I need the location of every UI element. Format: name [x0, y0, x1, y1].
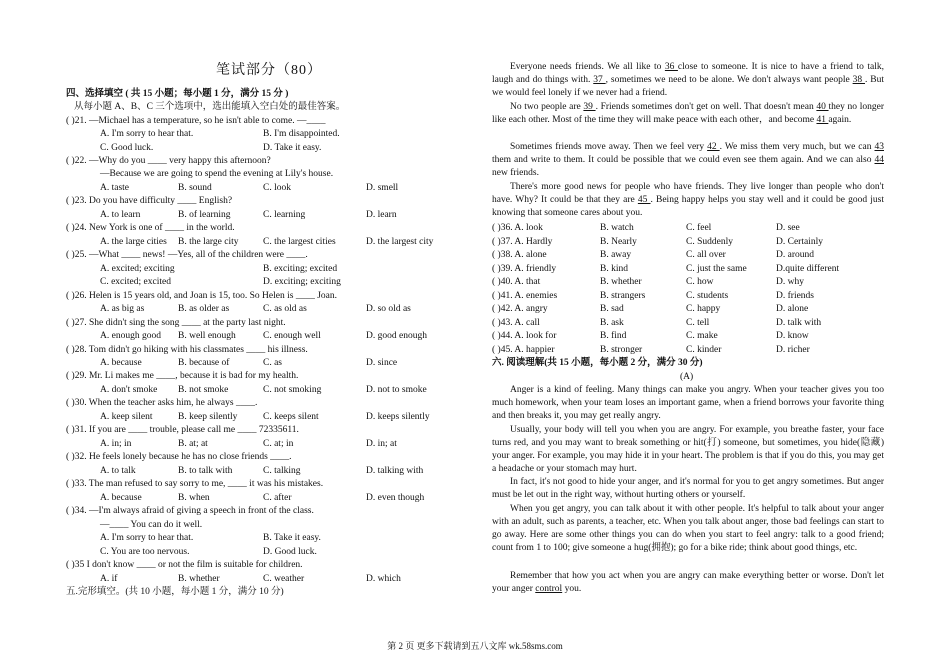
option-d: D. know: [776, 331, 809, 341]
question-stem: ( )30. When the teacher asks him, he always ____.: [66, 398, 258, 408]
option-d: D. the largest city: [366, 237, 434, 247]
option-a: ( )37. A. Hardly: [492, 237, 553, 247]
option-a: A. taste: [100, 183, 130, 193]
blank-45: 45: [637, 195, 651, 206]
option-c: C. at; in: [263, 439, 294, 449]
section-5-heading: 五.完形填空。(共 10 小题，每小题 1 分，满分 10 分): [66, 587, 284, 597]
question-stem-2: —____ You can do it well.: [100, 520, 203, 530]
option-b: B. Take it easy.: [263, 533, 321, 543]
option-a: A. in; in: [100, 439, 132, 449]
cloze-paragraph-4: There's more good news for people who have friends. They live longer than people who don't have. Why? It could be that they are 45 . Being happy helps you stay well and it could be good just knowing that someone cares about you.: [492, 182, 884, 219]
option-c: C. talking: [263, 466, 301, 476]
blank-40: 40: [816, 102, 829, 112]
section-6-heading: 六. 阅读理解(共 15 小题，每小题 2 分，满分 30 分): [492, 358, 703, 368]
question-stem: ( )28. Tom didn't go hiking with his classmates ____ his illness.: [66, 345, 308, 355]
option-c: C. feel: [686, 223, 712, 233]
option-b: B. Nearly: [600, 237, 637, 247]
section-4-instructions: 从每小题 A、B、C 三个选项中，选出能填入空白处的最佳答案。: [74, 102, 346, 112]
option-d: D. since: [366, 358, 398, 368]
option-a: ( )40. A. that: [492, 277, 541, 287]
option-c: C. how: [686, 277, 714, 287]
option-b: B. to talk with: [178, 466, 233, 476]
option-d: D. Certainly: [776, 237, 823, 247]
option-c: C. after: [263, 493, 292, 503]
option-b: B. exciting; excited: [263, 264, 338, 274]
blank-42: 42: [707, 142, 720, 152]
option-a: ( )44. A. look for: [492, 331, 557, 341]
reading-paragraph-1: Anger is a kind of feeling. Many things can make you angry. When your teacher gives you too much homework, when your team loses an important game, when a friend borrows your favorite thing and then breaks it, you may get really angry.: [492, 385, 884, 422]
option-a: A. don't smoke: [100, 385, 158, 395]
option-b: B. whether: [600, 277, 642, 287]
option-b: B. strangers: [600, 291, 646, 301]
option-d: D. richer: [776, 345, 810, 355]
cloze-paragraph-3: Sometimes friends move away. Then we feel very 42 . We miss them very much, but we can 43 them and write to them. It could be possible that we could even see them again. And we can also 44 new friends.: [492, 142, 884, 179]
option-b: B. I'm disappointed.: [263, 129, 340, 139]
option-c: C. not smoking: [263, 385, 322, 395]
option-d: D. good enough: [366, 331, 427, 341]
page-title: 笔试部分（80）: [216, 63, 322, 78]
option-c: C. just the same: [686, 264, 747, 274]
option-d: D. not to smoke: [366, 385, 427, 395]
option-c: C. make: [686, 331, 718, 341]
option-d: D. why: [776, 277, 804, 287]
question-stem-2: —Because we are going to spend the evening at Lily's house.: [100, 169, 334, 179]
option-c: C. weather: [263, 574, 305, 584]
option-d: D. Take it easy.: [263, 143, 322, 153]
option-b: B. stronger: [600, 345, 643, 355]
option-a: A. I'm sorry to hear that.: [100, 533, 194, 543]
question-stem: ( )27. She didn't sing the song ____ at the party last night.: [66, 318, 286, 328]
option-a: A. because: [100, 358, 142, 368]
option-d: D. talking with: [366, 466, 424, 476]
section-4-heading: 四、选择填空 ( 共 15 小题；每小题 1 分，满分 15 分 ): [66, 89, 289, 99]
question-stem: ( )34. —I'm always afraid of giving a speech in front of the class.: [66, 506, 314, 516]
option-b: B. keep silently: [178, 412, 238, 422]
blank-39: 39: [583, 102, 596, 112]
option-d: D. around: [776, 250, 814, 260]
blank-44: 44: [874, 155, 884, 166]
page-footer: 第 2 页 更多下载请到五八文库 wk.58sms.com: [387, 641, 563, 651]
option-a: A. because: [100, 493, 142, 503]
option-a: A. to talk: [100, 466, 136, 476]
underlined-word: control: [535, 584, 563, 595]
option-a: A. the large cities: [100, 237, 167, 247]
option-c: C. keeps silent: [263, 412, 319, 422]
option-c: C. Good luck.: [100, 143, 154, 153]
option-d: D. smell: [366, 183, 399, 193]
option-b: B. kind: [600, 264, 628, 274]
option-c: C. as old as: [263, 304, 307, 314]
option-a: ( )41. A. enemies: [492, 291, 558, 301]
option-c: C. You are too nervous.: [100, 547, 190, 557]
option-b: B. at; at: [178, 439, 208, 449]
option-b: B. because of: [178, 358, 230, 368]
option-a: A. keep silent: [100, 412, 153, 422]
option-c: C. kinder: [686, 345, 722, 355]
option-a: A. enough good: [100, 331, 161, 341]
option-d: D. alone: [776, 304, 809, 314]
question-stem: ( )31. If you are ____ trouble, please call me ____ 72335611.: [66, 425, 299, 435]
option-d: D. which: [366, 574, 401, 584]
option-d: D.quite different: [776, 264, 840, 274]
option-d: D. so old as: [366, 304, 411, 314]
blank-38: 38: [852, 75, 865, 86]
option-a: A. as big as: [100, 304, 145, 314]
question-stem: ( )32. He feels lonely because he has no close friends ____.: [66, 452, 292, 462]
option-b: B. the large city: [178, 237, 239, 247]
option-a: A. if: [100, 574, 118, 584]
option-b: B. find: [600, 331, 627, 341]
blank-43: 43: [874, 142, 884, 152]
option-c: C. Suddenly: [686, 237, 733, 247]
option-d: D. friends: [776, 291, 814, 301]
question-stem: ( )26. Helen is 15 years old, and Joan is 15, too. So Helen is ____ Joan.: [66, 291, 337, 301]
blank-41: 41: [816, 115, 829, 126]
option-d: D. talk with: [776, 318, 822, 328]
option-a: ( )36. A. look: [492, 223, 543, 233]
option-d: D. learn: [366, 210, 397, 220]
question-stem: ( )21. —Michael has a temperature, so he isn't able to come. —____: [66, 116, 326, 126]
option-b: B. well enough: [178, 331, 236, 341]
option-b: B. sound: [178, 183, 212, 193]
option-b: B. not smoke: [178, 385, 229, 395]
option-a: ( )45. A. happier: [492, 345, 555, 355]
option-c: C. excited; excited: [100, 277, 171, 287]
option-c: C. students: [686, 291, 729, 301]
option-a: A. I'm sorry to hear that.: [100, 129, 194, 139]
option-a: A. to learn: [100, 210, 141, 220]
reading-paragraph-4: When you get angry, you can talk about it with other people. It's helpful to talk about your anger with an adult, such as parents, a teacher, etc. When you talk about anger, those bad feelings can start to go away. Here are some other things you can do when you start to feel angry: talk to a good friend; count from 1 to 100; give someone a hug(拥抱); go for a bike ride; think about good things, etc.: [492, 504, 884, 554]
option-c: C. the largest cities: [263, 237, 336, 247]
option-d: D. exciting; exciting: [263, 277, 341, 287]
option-c: C. all over: [686, 250, 726, 260]
question-stem: ( )25. —What ____ news! —Yes, all of the children were ____.: [66, 250, 308, 260]
option-a: A. excited; exciting: [100, 264, 175, 274]
option-c: C. as: [263, 358, 282, 368]
blank-37: 37: [593, 75, 606, 86]
option-b: B. of learning: [178, 210, 231, 220]
option-c: C. learning: [263, 210, 306, 220]
option-a: ( )42. A. angry: [492, 304, 548, 314]
passage-a-label: (A): [680, 372, 694, 382]
blank-36: 36: [664, 62, 678, 72]
reading-paragraph-2: Usually, your body will tell you when you are angry. For example, you breathe faster, your face turns red, and you may want to break something or hit(打) someone, but sometimes, you hide(隐藏) your anger. For example, you may hide it in your heart. The problem is that if you do this, you may get a headache or your stomach may hurt.: [492, 425, 884, 475]
reading-paragraph-5: Remember that how you act when you are angry can make everything better or worse. Don't let your anger control you.: [492, 571, 884, 595]
option-a: ( )38. A. alone: [492, 250, 547, 260]
option-b: B. when: [178, 493, 210, 503]
option-d: D. Good luck.: [263, 547, 317, 557]
option-b: B. watch: [600, 223, 634, 233]
question-stem: ( )24. New York is one of ____ in the world.: [66, 223, 235, 233]
option-d: D. in; at: [366, 439, 397, 449]
option-a: ( )39. A. friendly: [492, 264, 557, 274]
cloze-paragraph-2: No two people are 39 . Friends sometimes don't get on well. That doesn't mean 40 they no longer like each other. Most of the time they will make peace with each other，and become 41 again.: [492, 102, 884, 126]
cloze-paragraph-1: Everyone needs friends. We all like to 36 close to someone. It is nice to have a friend to talk, laugh and do things with. 37 , sometimes we need to be alone. We don't always want people 38 . But we would feel lonely if we never had a friend.: [492, 62, 885, 99]
option-b: B. whether: [178, 574, 220, 584]
question-stem: ( )35 I don't know ____ or not the film is suitable for children.: [66, 560, 303, 570]
option-c: C. look: [263, 183, 291, 193]
option-b: B. away: [600, 250, 632, 260]
option-d: D. even though: [366, 493, 425, 503]
question-stem: ( )33. The man refused to say sorry to me, ____ it was his mistakes.: [66, 479, 324, 489]
option-d: D. keeps silently: [366, 412, 430, 422]
option-c: C. tell: [686, 318, 710, 328]
option-a: ( )43. A. call: [492, 318, 540, 328]
question-stem: ( )22. —Why do you ____ very happy this afternoon?: [66, 156, 271, 166]
option-b: B. as older as: [178, 304, 230, 314]
option-c: C. happy: [686, 304, 721, 314]
option-d: D. see: [776, 223, 800, 233]
option-c: C. enough well: [263, 331, 321, 341]
option-b: B. sad: [600, 304, 624, 314]
option-b: B. ask: [600, 318, 624, 328]
question-stem: ( )29. Mr. Li makes me ____, because it is bad for my health.: [66, 371, 299, 381]
reading-paragraph-3: In fact, it's not good to hide your anger, and it's normal for you to get angry sometimes. But anger must be let out in the right way, without hurting others or yourself.: [492, 477, 884, 501]
question-stem: ( )23. Do you have difficulty ____ English?: [66, 196, 233, 206]
